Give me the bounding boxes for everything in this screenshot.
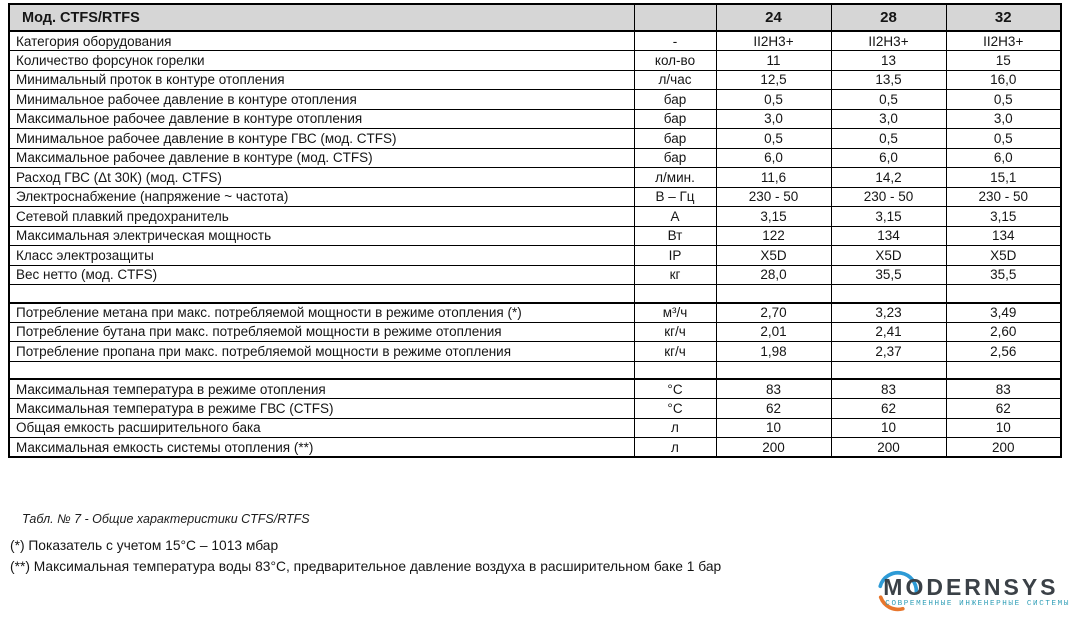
spec-table xyxy=(8,3,1062,458)
row-label: Класс электрозащиты xyxy=(9,246,634,266)
footnotes xyxy=(10,536,721,577)
row-value: 62 xyxy=(946,399,1061,419)
table-row xyxy=(9,342,1061,362)
row-value: 13,5 xyxy=(831,70,946,90)
row-label: Вес нетто (мод. CTFS) xyxy=(9,265,634,285)
spacer-row xyxy=(9,285,1061,303)
row-label: Максимальная емкость системы отопления (**) xyxy=(9,438,634,458)
header-row xyxy=(9,4,1061,31)
table-row xyxy=(9,187,1061,207)
row-value: 62 xyxy=(831,399,946,419)
row-value: 28,0 xyxy=(716,265,831,285)
row-unit: °С xyxy=(634,399,716,419)
row-value: II2H3+ xyxy=(946,31,1061,51)
row-unit: - xyxy=(634,31,716,51)
table-row xyxy=(9,246,1061,266)
row-value: 2,60 xyxy=(946,322,1061,342)
unit-column-header xyxy=(634,4,716,31)
row-value: 2,01 xyxy=(716,322,831,342)
company-logo xyxy=(875,568,1070,614)
row-value: 1,98 xyxy=(716,342,831,362)
row-value: 35,5 xyxy=(831,265,946,285)
row-label xyxy=(9,285,634,303)
row-label: Количество форсунок горелки xyxy=(9,51,634,71)
row-unit: °С xyxy=(634,379,716,399)
row-value: 3,0 xyxy=(831,109,946,129)
row-value: 0,5 xyxy=(946,129,1061,149)
row-label: Максимальное рабочее давление в контуре (мод. CTFS) xyxy=(9,148,634,168)
table-row xyxy=(9,168,1061,188)
row-value: 230 - 50 xyxy=(946,187,1061,207)
row-label: Электроснабжение (напряжение ~ частота) xyxy=(9,187,634,207)
row-value: 3,0 xyxy=(946,109,1061,129)
row-label: Категория оборудования xyxy=(9,31,634,51)
row-value xyxy=(716,361,831,379)
footnote-1: (*) Показатель с учетом 15°С – 1013 мбар xyxy=(10,538,279,553)
table-row xyxy=(9,129,1061,149)
row-value: 83 xyxy=(831,379,946,399)
table-row xyxy=(9,51,1061,71)
row-unit: кол-во xyxy=(634,51,716,71)
table-row xyxy=(9,207,1061,227)
table-header xyxy=(9,4,1061,31)
table-row xyxy=(9,226,1061,246)
row-label: Сетевой плавкий предохранитель xyxy=(9,207,634,227)
row-value: 10 xyxy=(831,418,946,438)
row-unit: IP xyxy=(634,246,716,266)
row-label: Потребление метана при макс. потребляемой мощности в режиме отопления (*) xyxy=(9,303,634,323)
table-row xyxy=(9,399,1061,419)
row-label: Максимальная температура в режиме ГВС (CTFS) xyxy=(9,399,634,419)
row-value: 10 xyxy=(946,418,1061,438)
row-value: 0,5 xyxy=(946,90,1061,110)
row-value: 6,0 xyxy=(716,148,831,168)
row-value: 62 xyxy=(716,399,831,419)
row-value: 12,5 xyxy=(716,70,831,90)
row-label: Потребление пропана при макс. потребляемой мощности в режиме отопления xyxy=(9,342,634,362)
row-label: Общая емкость расширительного бака xyxy=(9,418,634,438)
row-value: 14,2 xyxy=(831,168,946,188)
row-unit: кг/ч xyxy=(634,322,716,342)
row-unit: кг/ч xyxy=(634,342,716,362)
table-row xyxy=(9,265,1061,285)
row-value: 2,70 xyxy=(716,303,831,323)
row-value: 3,0 xyxy=(716,109,831,129)
row-value: 0,5 xyxy=(716,90,831,110)
row-value: 15,1 xyxy=(946,168,1061,188)
table-row xyxy=(9,109,1061,129)
row-unit: бар xyxy=(634,90,716,110)
row-value: 10 xyxy=(716,418,831,438)
row-value: 3,15 xyxy=(831,207,946,227)
row-unit: бар xyxy=(634,148,716,168)
row-value: 122 xyxy=(716,226,831,246)
row-value: 83 xyxy=(716,379,831,399)
row-label: Максимальная электрическая мощность xyxy=(9,226,634,246)
row-unit: А xyxy=(634,207,716,227)
row-value: 230 - 50 xyxy=(831,187,946,207)
row-label: Максимальная температура в режиме отопления xyxy=(9,379,634,399)
row-unit: бар xyxy=(634,109,716,129)
table-caption: Табл. № 7 - Общие характеристики CTFS/RTFS xyxy=(22,512,310,526)
row-label xyxy=(9,361,634,379)
row-unit xyxy=(634,285,716,303)
row-value xyxy=(831,285,946,303)
row-unit: л xyxy=(634,438,716,458)
row-label: Минимальный проток в контуре отопления xyxy=(9,70,634,90)
logo-tagline: СОВРЕМЕННЫЕ ИНЖЕНЕРНЫЕ СИСТЕМЫ xyxy=(885,599,1070,608)
row-value xyxy=(716,285,831,303)
row-label: Минимальное рабочее давление в контуре ГВС (мод. CTFS) xyxy=(9,129,634,149)
row-value xyxy=(946,285,1061,303)
row-value: 0,5 xyxy=(831,129,946,149)
row-value: 200 xyxy=(831,438,946,458)
footnote-2: (**) Максимальная температура воды 83°С, предварительное давление воздуха в расширительном баке 1 бар xyxy=(10,558,722,574)
row-unit: л/мин. xyxy=(634,168,716,188)
row-value: 230 - 50 xyxy=(716,187,831,207)
row-unit: м³/ч xyxy=(634,303,716,323)
row-value: 0,5 xyxy=(716,129,831,149)
row-value: 11 xyxy=(716,51,831,71)
row-value: 83 xyxy=(946,379,1061,399)
row-value: 3,23 xyxy=(831,303,946,323)
table-row xyxy=(9,379,1061,399)
row-value: 2,37 xyxy=(831,342,946,362)
row-value: 2,41 xyxy=(831,322,946,342)
model-column-32: 32 xyxy=(946,4,1061,31)
row-value xyxy=(831,361,946,379)
table-row xyxy=(9,148,1061,168)
table-title: Мод. CTFS/RTFS xyxy=(9,4,634,31)
row-value: II2H3+ xyxy=(831,31,946,51)
row-unit: кг xyxy=(634,265,716,285)
row-value: 35,5 xyxy=(946,265,1061,285)
model-column-28: 28 xyxy=(831,4,946,31)
row-value: X5D xyxy=(716,246,831,266)
row-value: 6,0 xyxy=(831,148,946,168)
table-row xyxy=(9,418,1061,438)
row-value: 2,56 xyxy=(946,342,1061,362)
row-value: 3,15 xyxy=(716,207,831,227)
row-label: Расход ГВС (Δt 30К) (мод. CTFS) xyxy=(9,168,634,188)
row-value: 15 xyxy=(946,51,1061,71)
row-unit: Вт xyxy=(634,226,716,246)
row-value: II2H3+ xyxy=(716,31,831,51)
row-label: Минимальное рабочее давление в контуре отопления xyxy=(9,90,634,110)
table-body xyxy=(9,31,1061,457)
row-value: X5D xyxy=(946,246,1061,266)
row-value: 16,0 xyxy=(946,70,1061,90)
row-value: 11,6 xyxy=(716,168,831,188)
table-row xyxy=(9,438,1061,458)
logo-name: MODERNSYS xyxy=(883,573,1059,600)
row-unit: В – Гц xyxy=(634,187,716,207)
model-column-24: 24 xyxy=(716,4,831,31)
row-label: Максимальное рабочее давление в контуре отопления xyxy=(9,109,634,129)
row-value: 200 xyxy=(716,438,831,458)
row-value: 0,5 xyxy=(831,90,946,110)
row-value: 3,49 xyxy=(946,303,1061,323)
row-value: 134 xyxy=(831,226,946,246)
row-value: 6,0 xyxy=(946,148,1061,168)
row-unit: бар xyxy=(634,129,716,149)
row-unit: л/час xyxy=(634,70,716,90)
row-value: 13 xyxy=(831,51,946,71)
row-unit: л xyxy=(634,418,716,438)
row-label: Потребление бутана при макс. потребляемой мощности в режиме отопления xyxy=(9,322,634,342)
row-value: 134 xyxy=(946,226,1061,246)
row-unit xyxy=(634,361,716,379)
row-value xyxy=(946,361,1061,379)
table-row xyxy=(9,90,1061,110)
table-row xyxy=(9,70,1061,90)
spacer-row xyxy=(9,361,1061,379)
table-row xyxy=(9,322,1061,342)
row-value: 200 xyxy=(946,438,1061,458)
table-row xyxy=(9,303,1061,323)
row-value: X5D xyxy=(831,246,946,266)
row-value: 3,15 xyxy=(946,207,1061,227)
table-row xyxy=(9,31,1061,51)
